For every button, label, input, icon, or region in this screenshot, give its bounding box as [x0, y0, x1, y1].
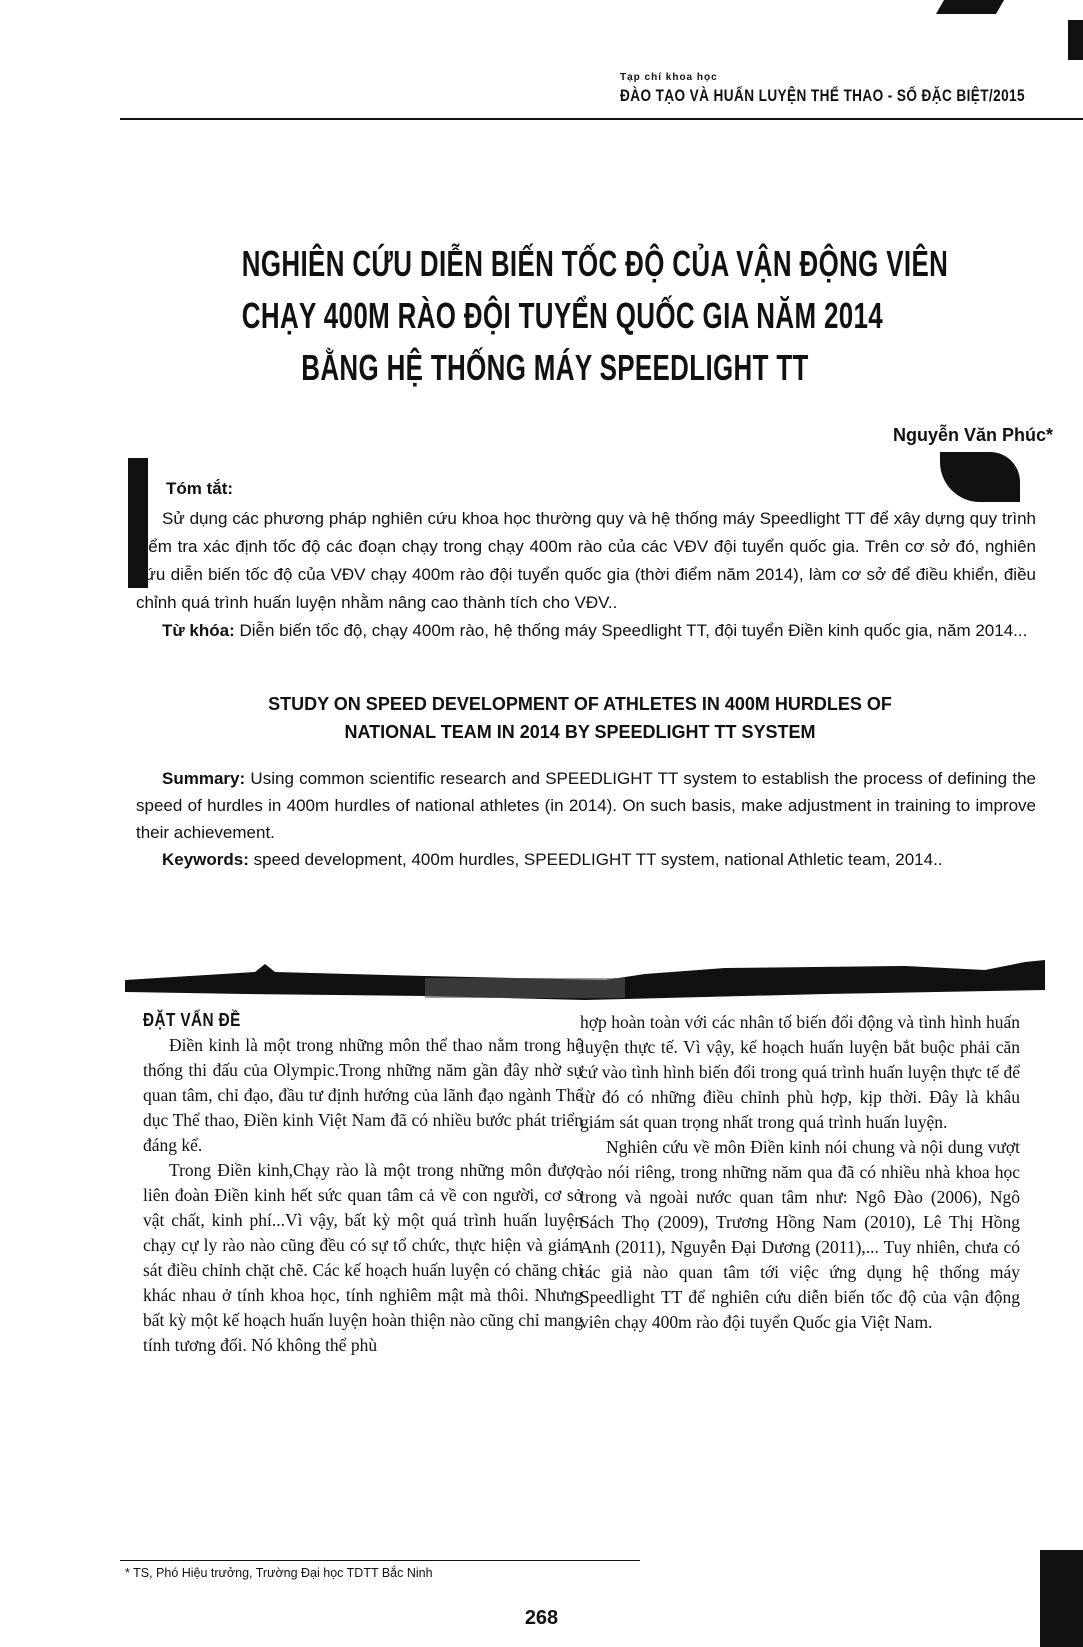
journal-header — [620, 72, 1080, 122]
keywords-text: speed development, 400m hurdles, SPEEDLIGHT TT system, national Athletic team, 2014.. — [248, 850, 943, 869]
author-name: Nguyễn Văn Phúc* — [892, 425, 1053, 445]
body-paragraph: Trong Điền kinh,Chạy rào là một trong những môn được liên đoàn Điền kinh hết sức quan tâm cả về con người, cơ sở vật chất, kinh phí...Vì vậy, bất kỳ một quá trình huấn luyện chạy cự ly rào nào cũng đều có sự tổ chức, thực hiện và giám sát điều chỉnh chặt chẽ. Các kế hoạch huấn luyện có chăng chỉ khác nhau ở tính khoa học, tính nghiêm mật mà thôi. Nhưng bất kỳ một kế hoạch huấn luyện hoàn thiện nào cũng chỉ mang tính tương đối. Nó không thể phù — [143, 1160, 583, 1355]
section-heading: ĐẶT VẤN ĐỀ — [143, 1010, 241, 1030]
abstract-english — [136, 765, 1036, 873]
scan-artifact-top-right — [936, 0, 1004, 14]
summary-label: Summary: — [162, 769, 246, 788]
english-title — [170, 690, 990, 746]
keywords-label: Từ khóa: — [162, 621, 235, 640]
title-line: BẰNG HỆ THỐNG MÁY SPEEDLIGHT TT — [301, 347, 809, 388]
abstract-keywords — [136, 617, 1036, 645]
keywords-label: Keywords: — [162, 850, 249, 869]
footnote: * TS, Phó Hiệu trưởng, Trường Đại học TDTT Bắc Ninh — [125, 1566, 433, 1580]
summary-text: Using common scientific research and SPEEDLIGHT TT system to establish the process of defining the speed of hurdles in 400m hurdles of national athletes (in 2014). On such basis, make adjustment in training to improve their achievement. — [136, 769, 1036, 842]
keywords-paragraph — [136, 846, 1036, 873]
body-paragraph: Điền kinh là một trong những môn thể thao nằm trong hệ thống thi đấu của Olympic.Trong những năm gần đây nhờ sự quan tâm, chỉ đạo, đầu tư định hướng của lãnh đạo ngành Thể dục Thể thao, Điền kinh Việt Nam đã có nhiều bước phát triển đáng kể. — [143, 1035, 583, 1155]
abstract-summary: Sử dụng các phương pháp nghiên cứu khoa học thường quy và hệ thống máy Speedlight TT để xây dựng quy trình kiểm tra xác định tốc độ các đoạn chạy trong chạy 400m rào của các VĐV đội tuyển quốc gia. Trên cơ sở đó, nghiên cứu diễn biến tốc độ của VĐV chạy 400m rào đội tuyển quốc gia (thời điểm năm 2014), làm cơ sở để điều khiển, điều chỉnh quá trình huấn luyện nhằm nâng cao thành tích cho VĐV.. — [136, 509, 1036, 612]
title-line: CHẠY 400M RÀO ĐỘI TUYỂN QUỐC GIA NĂM 2014 — [241, 295, 884, 336]
keywords-text: Diễn biến tốc độ, chạy 400m rào, hệ thống máy Speedlight TT, đội tuyển Điền kinh quốc gia, năm 2014... — [234, 621, 1028, 640]
summary-paragraph — [136, 765, 1036, 846]
scan-artifact-edge — [1068, 20, 1083, 60]
english-title-line: STUDY ON SPEED DEVELOPMENT OF ATHLETES IN 400M HURDLES OF — [268, 694, 892, 714]
body-column-left — [143, 1010, 583, 1358]
paper-title — [120, 238, 990, 394]
abstract-heading: Tóm tắt: — [166, 479, 234, 498]
journal-kicker: Tạp chí khoa học — [620, 72, 718, 83]
journal-title: ĐÀO TẠO VÀ HUẤN LUYỆN THỂ THAO - SỐ ĐẶC BIỆT/2015 — [620, 86, 1025, 105]
body-paragraph: hợp hoàn toàn với các nhân tố biến đổi động và tình hình huấn luyện thực tế. Vì vậy, kế hoạch huấn luyện bắt buộc phải căn cứ vào tình hình biến đổi trong quá trình huấn luyện thực tế để từ đó có những điều chỉnh phù hợp, kịp thời. Đây là khâu giám sát quan trọng nhất trong quá trình huấn luyện. — [580, 1012, 1020, 1132]
body-column-right — [580, 1010, 1020, 1335]
scan-artifact-bottom-right — [1040, 1550, 1083, 1647]
english-title-line: NATIONAL TEAM IN 2014 BY SPEEDLIGHT TT SYSTEM — [344, 722, 816, 742]
body-paragraph: Nghiên cứu về môn Điền kinh nói chung và nội dung vượt rào nói riêng, trong những năm qua đã có nhiều nhà khoa học trong và ngoài nước quan tâm như: Ngô Đào (2006), Ngô Sách Thọ (2009), Trương Hồng Nam (2010), Lê Thị Hồng Anh (2011), Nguyễn Đại Dương (2011),... Tuy nhiên, chưa có tác giả nào quan tâm tới việc ứng dụng hệ thống máy Speedlight TT để nghiên cứu diễn biến tốc độ của vận động viên chạy 400m rào đội tuyển Quốc gia Việt Nam. — [580, 1137, 1020, 1332]
title-line: NGHIÊN CỨU DIỄN BIẾN TỐC ĐỘ CỦA VẬN ĐỘNG VIÊN — [241, 243, 949, 284]
page-number: 268 — [524, 1607, 559, 1629]
header-rule — [120, 118, 1083, 120]
decorative-divider-band — [125, 960, 1045, 1005]
footnote-rule — [120, 1560, 640, 1561]
abstract-vietnamese — [136, 475, 1036, 645]
